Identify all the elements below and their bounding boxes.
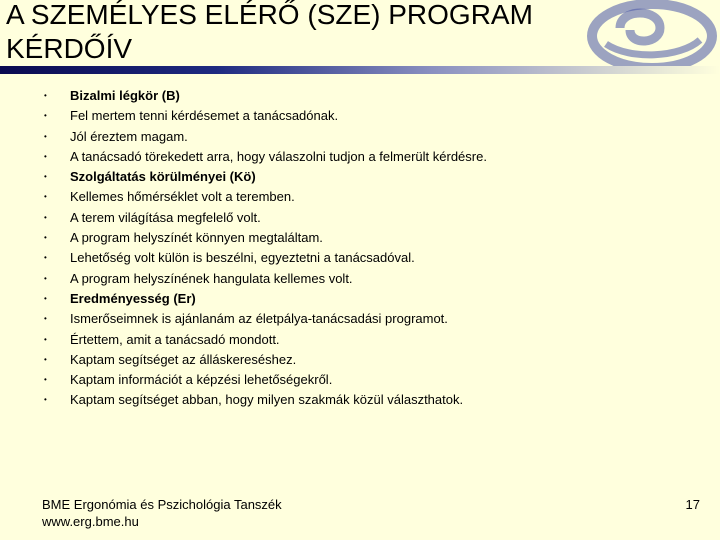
bullet-icon: • [44,375,47,385]
list-item [40,248,680,268]
bullet-icon: • [44,91,47,100]
title-underline [0,66,720,74]
page-title [6,0,533,66]
item-text: Eredményesség (Er) [70,290,196,306]
footer-institution [42,496,282,530]
footer-department: BME Ergonómia és Pszichológia Tanszék [42,497,282,512]
item-text: Kaptam segítséget abban, hogy milyen szakmák közül választhatok. [70,392,464,408]
bullet-icon: • [44,233,47,243]
item-text: Ismerőseimnek is ajánlanám az életpálya-tanácsadási programot. [70,311,448,327]
section-heading [40,167,680,187]
list-item [40,147,680,167]
bullet-icon: • [44,253,47,263]
bullet-icon: • [44,111,47,121]
list-item [40,106,680,126]
section-heading [40,289,680,309]
bullet-icon: • [44,314,47,324]
question-list [40,86,680,411]
item-text: Kellemes hőmérséklet volt a teremben. [70,189,295,205]
item-text: Szolgáltatás körülményei (Kö) [70,169,256,185]
section-heading [40,86,680,106]
list-item [40,208,680,228]
bullet-icon: • [44,131,47,141]
item-text: A terem világítása megfelelő volt. [70,209,261,225]
item-text: Lehetőség volt külön is beszélni, egyeztetni a tanácsadóval. [70,250,415,266]
item-text: Értettem, amit a tanácsadó mondott. [70,331,280,347]
list-item [40,228,680,248]
item-text: Jól éreztem magam. [70,128,188,144]
list-item [40,350,680,370]
bullet-icon: • [44,395,47,405]
list-item [40,390,680,410]
footer-url: www.erg.bme.hu [42,514,139,529]
title-line-1: A SZEMÉLYES ELÉRŐ (SZE) PROGRAM [6,0,533,30]
bullet-icon: • [44,172,47,182]
list-item [40,309,680,329]
list-item [40,269,680,289]
bullet-icon: • [44,192,47,202]
page-number: 17 [685,497,700,512]
bullet-icon: • [44,212,47,222]
item-text: A program helyszínének hangulata kellemes volt. [70,270,353,286]
item-text: A program helyszínét könnyen megtaláltam. [70,230,323,246]
item-text: Kaptam információt a képzési lehetőségekről. [70,372,333,388]
bullet-icon: • [44,293,47,303]
bullet-icon: • [44,151,47,161]
list-item [40,127,680,147]
bullet-icon: • [44,354,47,364]
list-item [40,187,680,207]
item-text: Fel mertem tenni kérdésemet a tanácsadónak. [70,108,339,124]
bullet-icon: • [44,334,47,344]
item-text: A tanácsadó törekedett arra, hogy válaszolni tudjon a felmerült kérdésre. [70,148,487,164]
item-text: Kaptam segítséget az álláskereséshez. [70,351,297,367]
bullet-icon: • [44,273,47,283]
list-item [40,370,680,390]
item-text: Bizalmi légkör (B) [70,88,180,103]
title-line-2: KÉRDŐÍV [6,33,133,64]
list-item [40,330,680,350]
